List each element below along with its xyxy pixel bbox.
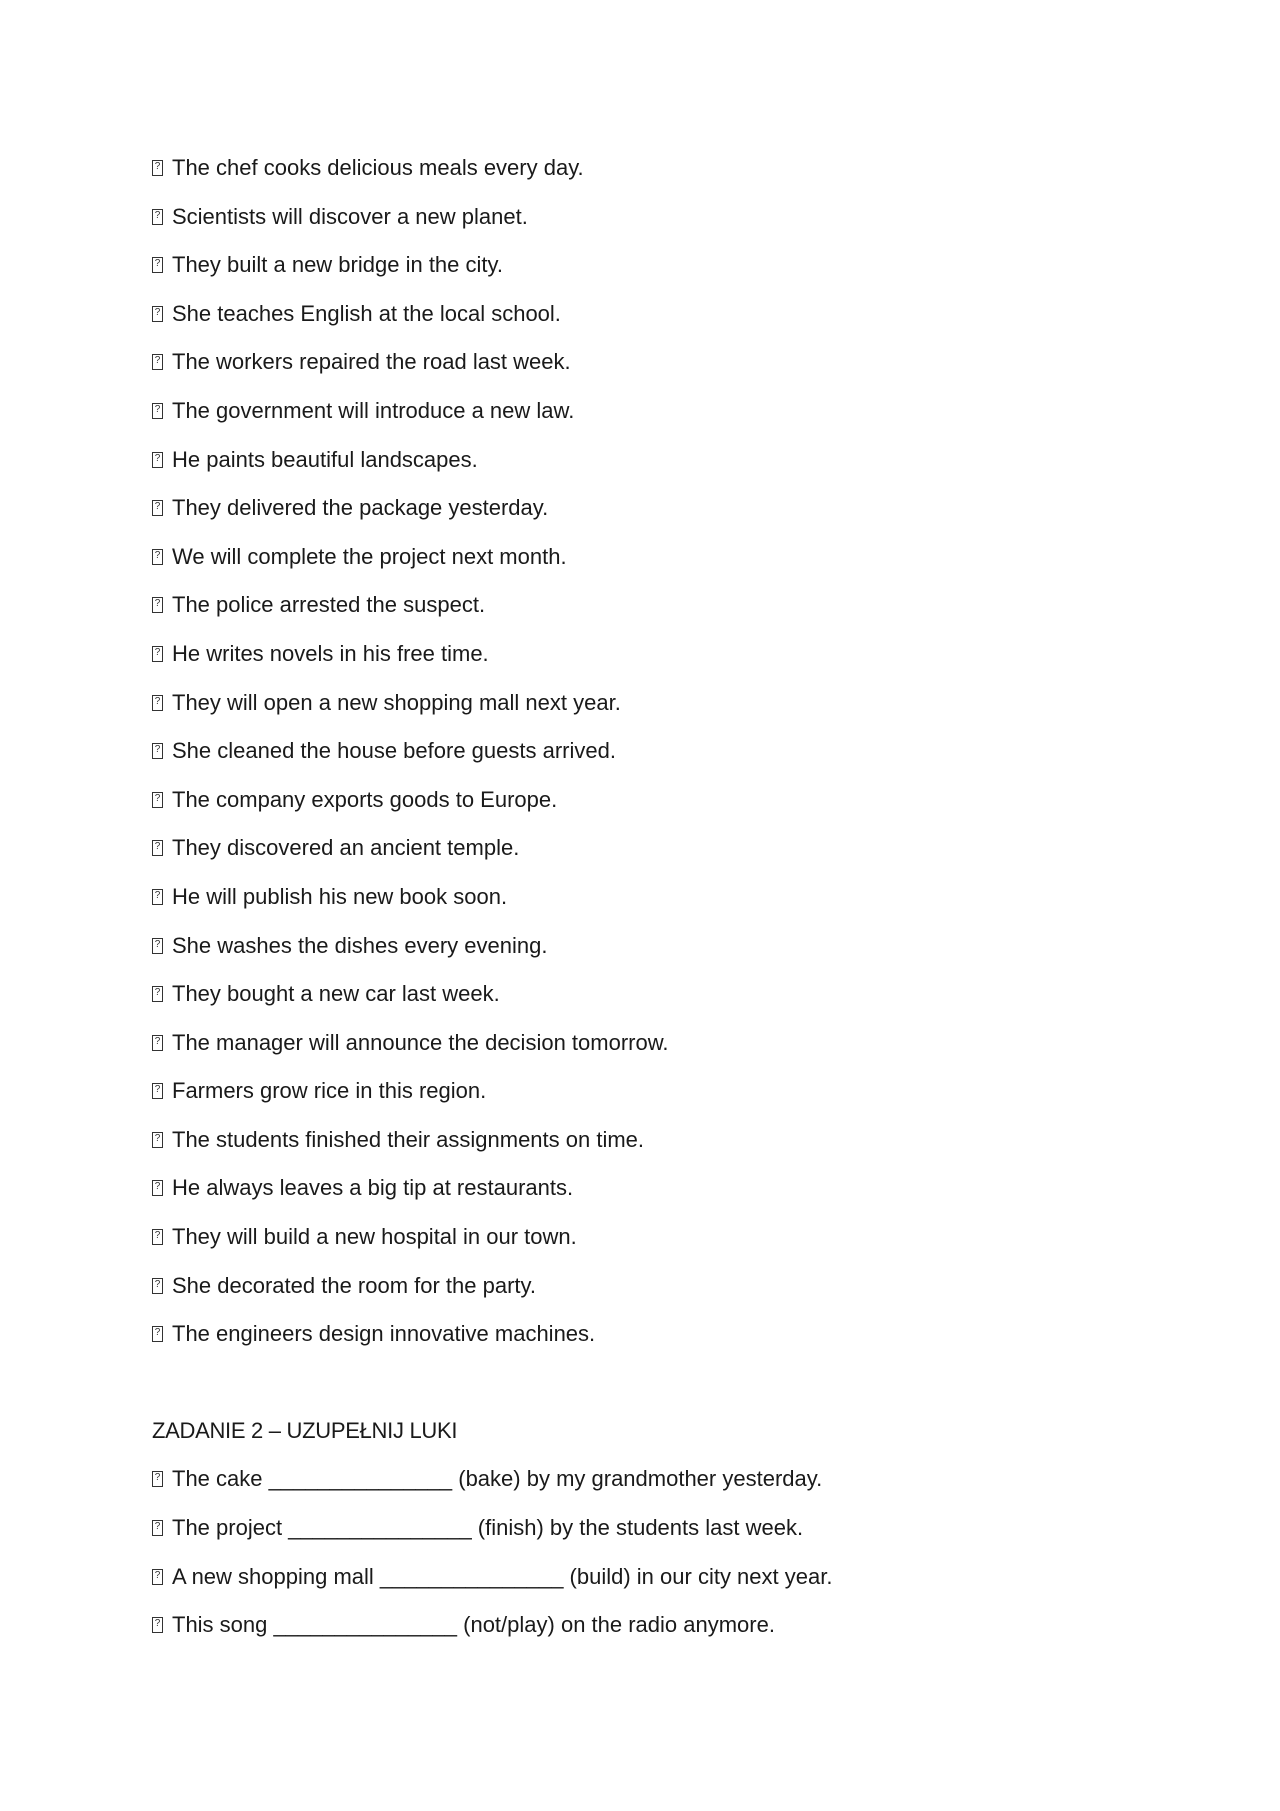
sentence-text: They will open a new shopping mall next year. bbox=[172, 689, 621, 715]
missing-glyph-icon bbox=[152, 1617, 163, 1633]
list-item bbox=[152, 1219, 1152, 1268]
missing-glyph-icon bbox=[152, 1569, 163, 1585]
list-item bbox=[152, 199, 1152, 248]
sentence-text: They built a new bridge in the city. bbox=[172, 252, 503, 278]
gap-fill-sentence: The project _______________ (finish) by the students last week. bbox=[172, 1515, 804, 1541]
list-item bbox=[152, 636, 1152, 685]
list-item bbox=[152, 1170, 1152, 1219]
missing-glyph-icon bbox=[152, 1132, 163, 1148]
missing-glyph-icon bbox=[152, 938, 163, 954]
list-item bbox=[152, 928, 1152, 977]
missing-glyph-icon bbox=[152, 1326, 163, 1342]
missing-glyph-icon bbox=[152, 695, 163, 711]
sentence-text: The government will introduce a new law. bbox=[172, 397, 575, 423]
missing-glyph-icon bbox=[152, 1035, 163, 1051]
list-item bbox=[152, 490, 1152, 539]
missing-glyph-icon bbox=[152, 1278, 163, 1294]
gap-fill-sentence: The cake _______________ (bake) by my grandmother yesterday. bbox=[172, 1466, 823, 1492]
missing-glyph-icon bbox=[152, 500, 163, 516]
sentence-text: The manager will announce the decision tomorrow. bbox=[172, 1029, 669, 1055]
sentence-text: The students finished their assignments on time. bbox=[172, 1126, 645, 1152]
sentence-text: He writes novels in his free time. bbox=[172, 640, 489, 666]
list-item bbox=[152, 879, 1152, 928]
sentence-text: Farmers grow rice in this region. bbox=[172, 1078, 487, 1104]
list-item bbox=[152, 733, 1152, 782]
list-item bbox=[152, 393, 1152, 442]
task1-list bbox=[152, 150, 1152, 1365]
sentence-text: The company exports goods to Europe. bbox=[172, 786, 558, 812]
missing-glyph-icon bbox=[152, 354, 163, 370]
sentence-text: He paints beautiful landscapes. bbox=[172, 446, 478, 472]
list-item bbox=[152, 1316, 1152, 1365]
missing-glyph-icon bbox=[152, 1180, 163, 1196]
worksheet bbox=[152, 150, 1152, 1656]
list-item bbox=[152, 1268, 1152, 1317]
missing-glyph-icon bbox=[152, 1471, 163, 1487]
missing-glyph-icon bbox=[152, 452, 163, 468]
sentence-text: The chef cooks delicious meals every day. bbox=[172, 155, 584, 180]
list-item bbox=[152, 296, 1152, 345]
sentence-text: He will publish his new book soon. bbox=[172, 883, 508, 909]
sentence-text: She washes the dishes every evening. bbox=[172, 932, 548, 958]
missing-glyph-icon bbox=[152, 306, 163, 322]
missing-glyph-icon bbox=[152, 1229, 163, 1245]
missing-glyph-icon bbox=[152, 160, 163, 176]
missing-glyph-icon bbox=[152, 403, 163, 419]
missing-glyph-icon bbox=[152, 549, 163, 565]
missing-glyph-icon bbox=[152, 889, 163, 905]
sentence-text: They will build a new hospital in our town. bbox=[172, 1224, 577, 1250]
list-item bbox=[152, 976, 1152, 1025]
missing-glyph-icon bbox=[152, 1520, 163, 1536]
missing-glyph-icon bbox=[152, 597, 163, 613]
sentence-text: They discovered an ancient temple. bbox=[172, 835, 520, 861]
sentence-text: The police arrested the suspect. bbox=[172, 592, 486, 618]
sentence-text: The engineers design innovative machines. bbox=[172, 1321, 596, 1347]
missing-glyph-icon bbox=[152, 743, 163, 759]
missing-glyph-icon bbox=[152, 986, 163, 1002]
gap-fill-sentence: This song _______________ (not/play) on the radio anymore. bbox=[172, 1612, 775, 1638]
sentence-text: Scientists will discover a new planet. bbox=[172, 203, 528, 229]
list-item bbox=[152, 1461, 1152, 1510]
missing-glyph-icon bbox=[152, 792, 163, 808]
list-item bbox=[152, 1025, 1152, 1074]
sentence-text: They delivered the package yesterday. bbox=[172, 495, 549, 521]
missing-glyph-icon bbox=[152, 257, 163, 273]
section-gap bbox=[152, 1365, 1152, 1413]
missing-glyph-icon bbox=[152, 840, 163, 856]
list-item bbox=[152, 587, 1152, 636]
sentence-text: She decorated the room for the party. bbox=[172, 1272, 537, 1298]
missing-glyph-icon bbox=[152, 1083, 163, 1099]
list-item bbox=[152, 1607, 1152, 1656]
list-item bbox=[152, 1073, 1152, 1122]
task2-list bbox=[152, 1461, 1152, 1655]
list-item bbox=[152, 1122, 1152, 1171]
list-item bbox=[152, 1559, 1152, 1608]
list-item bbox=[152, 442, 1152, 491]
list-item bbox=[152, 247, 1152, 296]
list-item bbox=[152, 150, 1152, 199]
sentence-text: She cleaned the house before guests arrived. bbox=[172, 738, 616, 764]
list-item bbox=[152, 539, 1152, 588]
missing-glyph-icon bbox=[152, 209, 163, 225]
list-item bbox=[152, 344, 1152, 393]
list-item bbox=[152, 1510, 1152, 1559]
sentence-text: She teaches English at the local school. bbox=[172, 300, 561, 326]
list-item bbox=[152, 685, 1152, 734]
sentence-text: The workers repaired the road last week. bbox=[172, 349, 571, 375]
sentence-text: We will complete the project next month. bbox=[172, 543, 567, 569]
task2-heading: ZADANIE 2 – UZUPEŁNIJ LUKI bbox=[152, 1417, 458, 1443]
list-item bbox=[152, 782, 1152, 831]
sentence-text: They bought a new car last week. bbox=[172, 981, 500, 1007]
missing-glyph-icon bbox=[152, 646, 163, 662]
sentence-text: He always leaves a big tip at restaurants. bbox=[172, 1175, 574, 1201]
list-item bbox=[152, 830, 1152, 879]
gap-fill-sentence: A new shopping mall _______________ (build) in our city next year. bbox=[172, 1563, 833, 1589]
